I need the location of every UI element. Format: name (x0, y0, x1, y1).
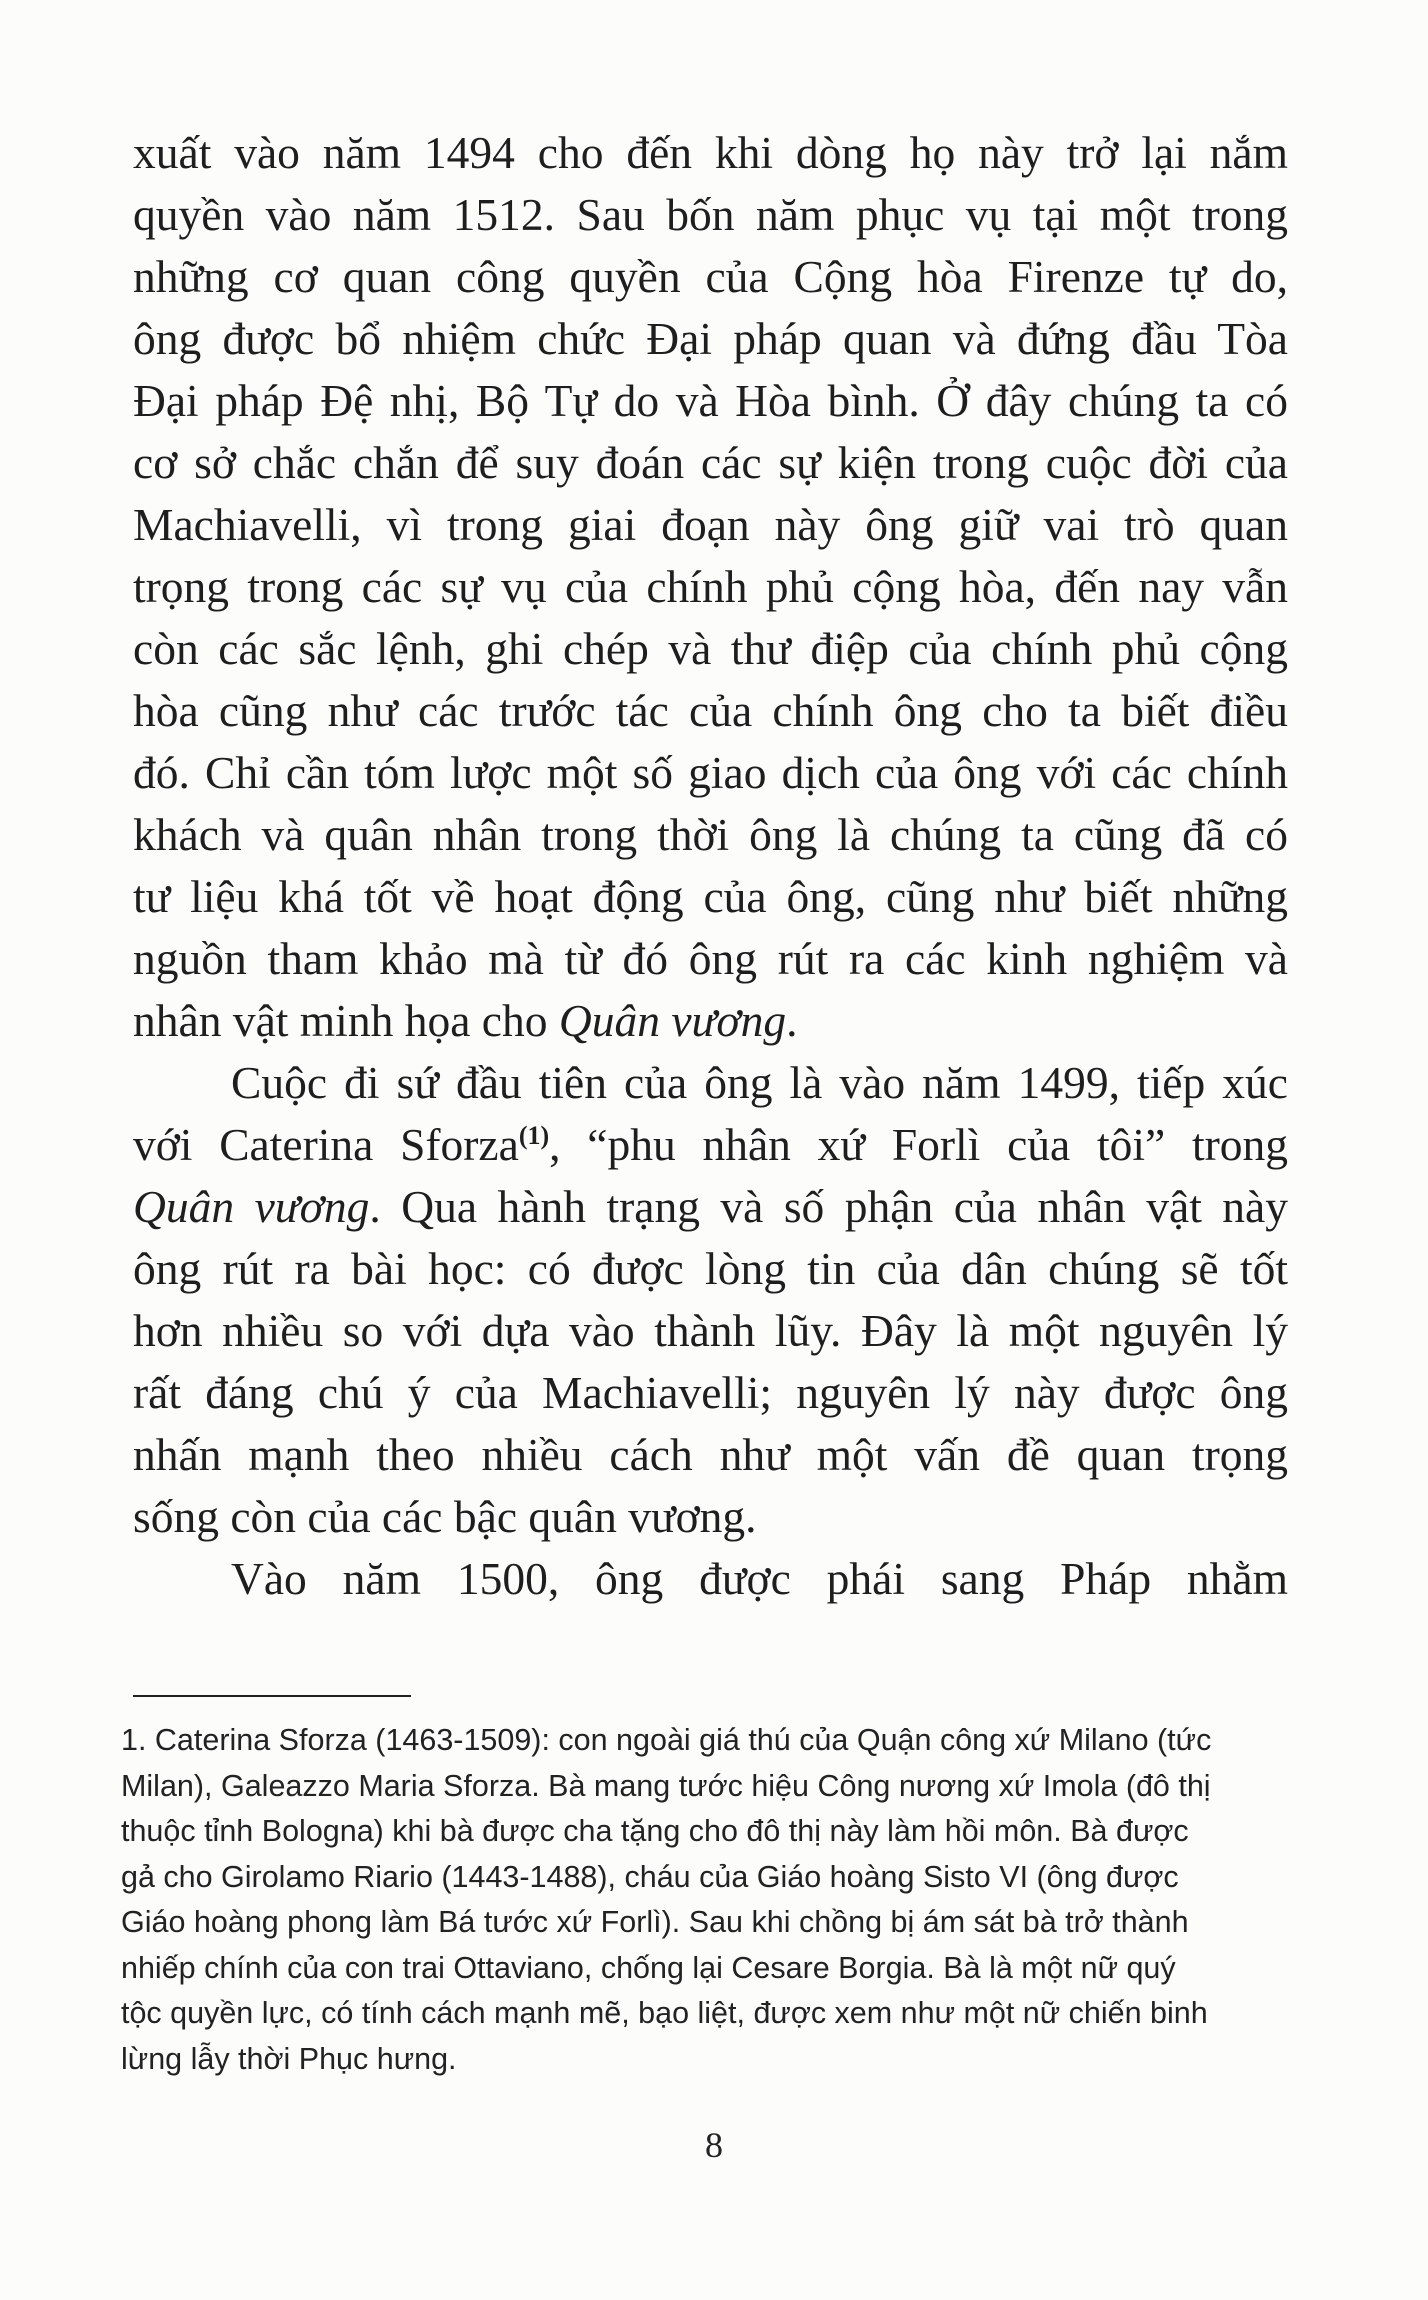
paragraph-2 (133, 1052, 1288, 1548)
text-line: sống còn của các bậc quân vương. (133, 1491, 757, 1542)
paragraph-1 (133, 122, 1288, 1052)
text-line (133, 990, 1288, 1052)
text-line: nhấn mạnh theo nhiều cách như một vấn đề quan trọng (133, 1429, 1288, 1480)
footnote-divider (133, 1695, 411, 1697)
footnote (121, 1718, 1291, 2082)
text-line: quyền vào năm 1512. Sau bốn năm phục vụ tại một trong (133, 189, 1288, 240)
footnote-line: gả cho Girolamo Riario (1443-1488), cháu của Giáo hoàng Sisto VI (ông được (121, 1859, 1179, 1894)
page-number: 8 (705, 2125, 723, 2165)
text-line: xuất vào năm 1494 cho đến khi dòng họ này trở lại nắm (133, 127, 1288, 178)
text-line (133, 1176, 1288, 1238)
text-line: Machiavelli, vì trong giai đoạn này ông giữ vai trò quan (133, 499, 1288, 550)
book-title-italic: Quân vương (558, 995, 787, 1046)
footnote-line: 1. Caterina Sforza (1463-1509): con ngoài giá thú của Quận công xứ Milano (tức (121, 1723, 1212, 1757)
text-line: ông được bổ nhiệm chức Đại pháp quan và đứng đầu Tòa (133, 313, 1288, 364)
text-line: hơn nhiều so với dựa vào thành lũy. Đây là một nguyên lý (133, 1305, 1288, 1356)
text-line: khách và quân nhân trong thời ông là chúng ta cũng đã có (133, 809, 1288, 860)
text-line: tư liệu khá tốt về hoạt động của ông, cũng như biết những (133, 871, 1288, 922)
text-run: , “phu nhân xứ Forlì của tôi” trong (549, 1119, 1288, 1170)
text-run: . Qua hành trạng và số phận của nhân vật này (369, 1181, 1289, 1232)
paragraph-3 (133, 1548, 1288, 1610)
text-line (133, 1114, 1288, 1176)
text-line: còn các sắc lệnh, ghi chép và thư điệp của chính phủ cộng (133, 623, 1288, 674)
footnote-marker: (1) (518, 1121, 550, 1150)
footnote-line: tộc quyền lực, có tính cách mạnh mẽ, bạo liệt, được xem như một nữ chiến binh (121, 1996, 1208, 2030)
text-line: Cuộc đi sứ đầu tiên của ông là vào năm 1499, tiếp xúc (231, 1057, 1288, 1108)
text-line: đó. Chỉ cần tóm lược một số giao dịch của ông với các chính (133, 747, 1288, 798)
text-line: nguồn tham khảo mà từ đó ông rút ra các kinh nghiệm và (133, 933, 1288, 984)
text-run: với Caterina Sforza (133, 1119, 519, 1170)
text-line: rất đáng chú ý của Machiavelli; nguyên lý này được ông (133, 1367, 1288, 1418)
footnote-line: nhiếp chính của con trai Ottaviano, chống lại Cesare Borgia. Bà là một nữ quý (121, 1950, 1176, 1985)
text-line: Đại pháp Đệ nhị, Bộ Tự do và Hòa bình. Ở đây chúng ta có (133, 375, 1288, 426)
footnote-line: lừng lẫy thời Phục hưng. (121, 2041, 457, 2076)
text-line: Vào năm 1500, ông được phái sang Pháp nhằm (231, 1553, 1288, 1604)
text-line: những cơ quan công quyền của Cộng hòa Firenze tự do, (133, 251, 1288, 302)
text-run: nhân vật minh họa cho (133, 995, 559, 1046)
text-line: trọng trong các sự vụ của chính phủ cộng hòa, đến nay vẫn (133, 561, 1288, 612)
book-title-italic: Quân vương (133, 1181, 370, 1232)
footnote-line: Milan), Galeazzo Maria Sforza. Bà mang tước hiệu Công nương xứ Imola (đô thị (121, 1768, 1211, 1803)
text-line: cơ sở chắc chắn để suy đoán các sự kiện trong cuộc đời của (133, 437, 1288, 488)
text-run: . (786, 995, 798, 1046)
text-line: ông rút ra bài học: có được lòng tin của dân chúng sẽ tốt (133, 1243, 1288, 1294)
main-text (133, 122, 1288, 1610)
footnote-line: thuộc tỉnh Bologna) khi bà được cha tặng cho đô thị này làm hồi môn. Bà được (121, 1814, 1189, 1848)
footnote-line: Giáo hoàng phong làm Bá tước xứ Forlì). Sau khi chồng bị ám sát bà trở thành (121, 1905, 1189, 1939)
text-line: hòa cũng như các trước tác của chính ông cho ta biết điều (133, 685, 1288, 736)
